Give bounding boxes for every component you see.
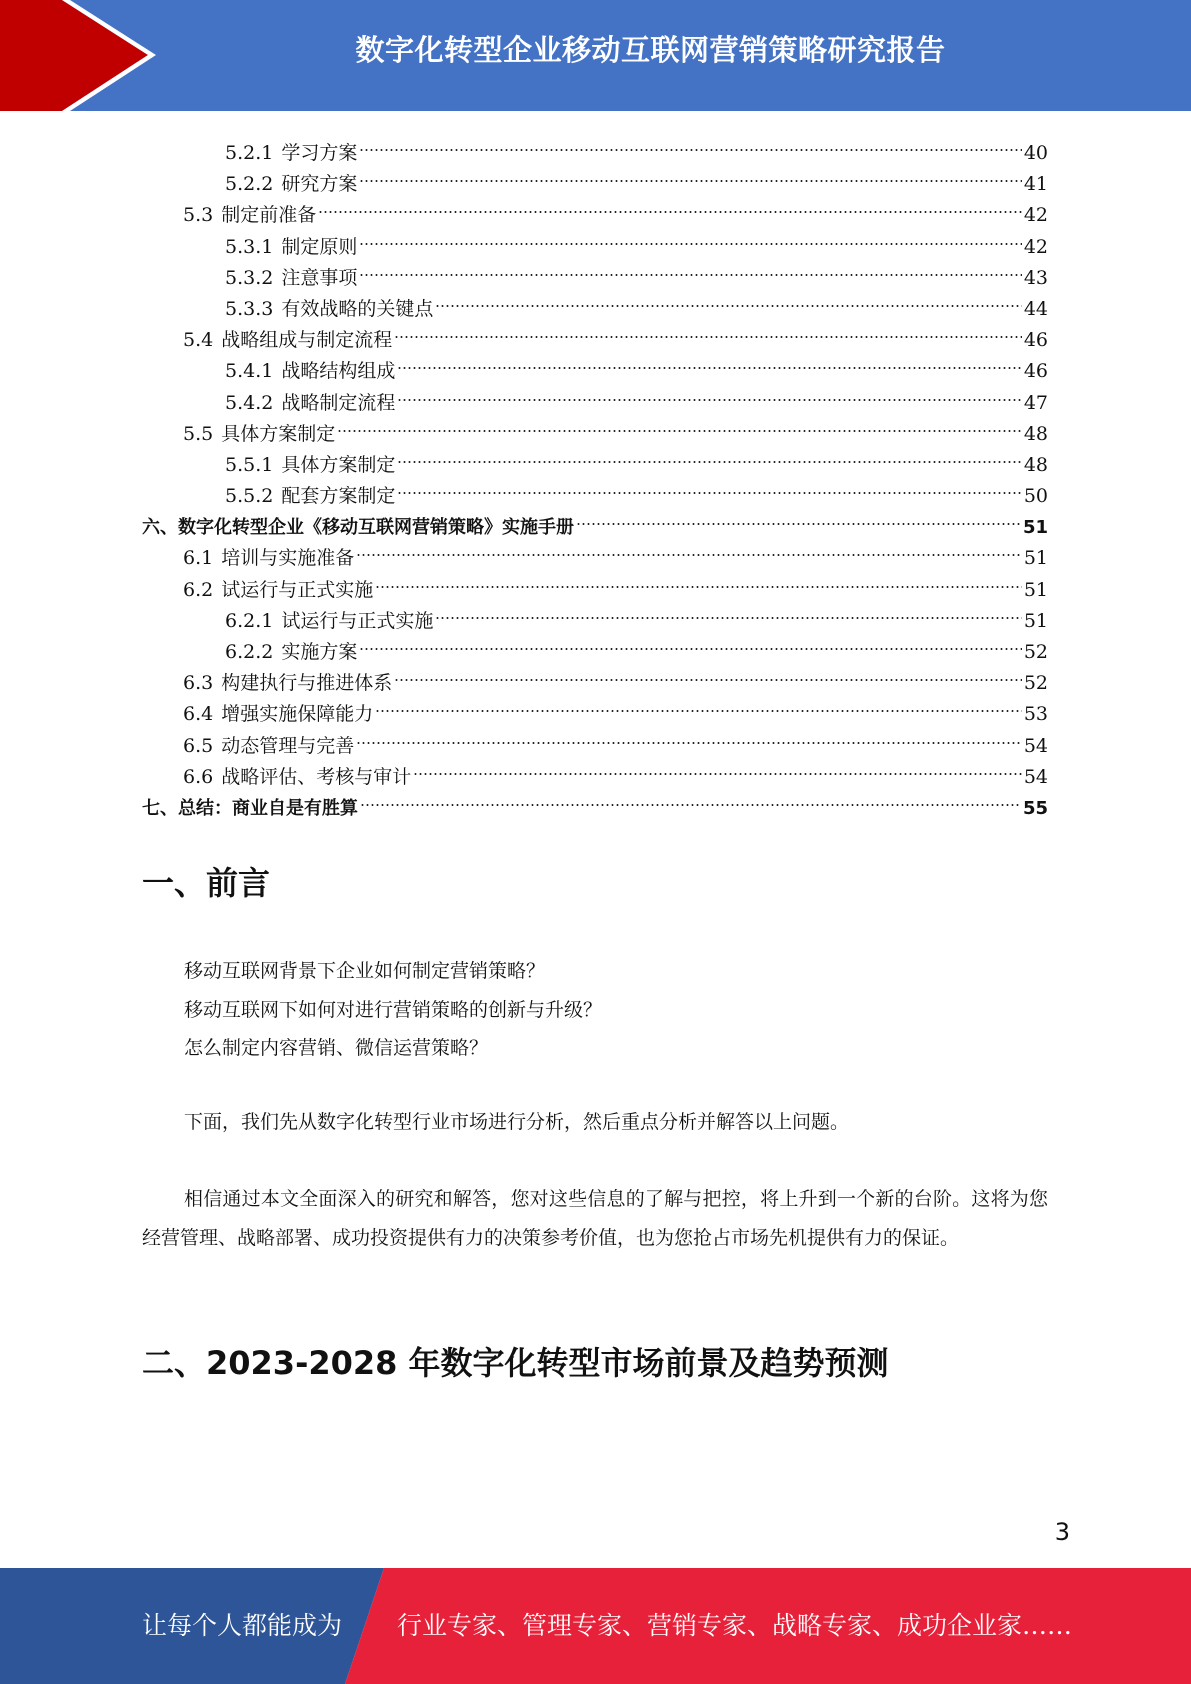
toc-entry-title: [183, 200, 316, 231]
toc-dot-leader: [435, 284, 1021, 315]
toc-entry-label: 配套方案制定: [281, 485, 396, 508]
toc-entry-label: 具体方案制定: [281, 453, 396, 476]
toc-entry-page: 53: [1023, 703, 1048, 726]
toc-entry-page: 43: [1023, 266, 1048, 289]
toc-dot-leader: [397, 346, 1021, 377]
toc-entry-label: 战略结构组成: [281, 360, 396, 383]
toc-entry-title: [183, 731, 354, 762]
toc-entry-label: 战略评估、考核与审计: [221, 765, 412, 788]
toc-entry-number: 5.4: [183, 329, 214, 352]
toc-entry-title: [225, 450, 395, 481]
toc-entry-number: 5.3.1: [225, 235, 274, 258]
toc-entry-label: 六、数字化转型企业《移动互联网营销策略》实施手册: [142, 517, 574, 539]
toc-entry-label: 构建执行与推进体系: [221, 672, 393, 695]
toc-dot-leader: [359, 222, 1021, 253]
toc-entry-title: [183, 699, 373, 730]
toc-entry-number: 5.3: [183, 204, 214, 227]
toc-entry-title: [183, 668, 392, 699]
toc-entry-title: [225, 356, 395, 387]
toc-entry-page: 46: [1023, 360, 1048, 383]
toc-dot-leader: [375, 689, 1022, 720]
toc-entry-label: 制定原则: [281, 235, 358, 258]
toc-entry-number: 6.2.2: [225, 641, 274, 663]
toc-entry-label: 战略制定流程: [281, 391, 396, 414]
toc-entry-label: 试运行与正式实施: [281, 609, 434, 632]
toc-entry-page: 44: [1023, 297, 1048, 320]
toc-entry-title: [225, 138, 357, 169]
toc-entry-number: 5.4.1: [225, 360, 274, 383]
toc-dot-leader: [397, 471, 1021, 502]
toc-entry-title: [225, 263, 357, 294]
page-header: [0, 0, 1191, 111]
toc-dot-leader: [394, 658, 1022, 689]
toc-entry-label: 增强实施保障能力: [221, 703, 374, 726]
toc-dot-leader: [576, 502, 1021, 533]
toc-entry-page: 51: [1022, 517, 1048, 539]
toc-dot-leader: [318, 190, 1022, 221]
toc-entry-number: 5.2.2: [225, 173, 274, 196]
toc-entry-number: 5.4.2: [225, 391, 274, 414]
table-of-contents: [142, 128, 1048, 819]
toc-dot-leader: [435, 596, 1021, 627]
toc-entry-number: 5.3.3: [225, 297, 274, 320]
toc-dot-leader: [356, 721, 1022, 752]
section-heading-forecast: 二、2023-2028 年数字化转型市场前景及趋势预测: [142, 1344, 889, 1382]
toc-entry-label: 七、总结：商业自是有胜算: [142, 797, 358, 819]
toc-entry-page: 48: [1023, 422, 1048, 445]
toc-entry-label: 战略组成与制定流程: [221, 329, 393, 352]
toc-entry-title: [225, 637, 357, 668]
toc-entry-number: 5.5.2: [225, 485, 274, 508]
footer-slogan-right: 行业专家、管理专家、营销专家、战略专家、成功企业家……: [397, 1611, 1073, 1640]
toc-entry-number: 6.2.1: [225, 609, 274, 632]
toc-dot-leader: [397, 440, 1021, 471]
toc-dot-leader: [359, 627, 1021, 658]
intro-paragraph: 下面，我们先从数字化转型行业市场进行分析，然后重点分析并解答以上问题。: [184, 1111, 850, 1133]
toc-entry-label: 实施方案: [281, 641, 358, 663]
question-3: 怎么制定内容营销、微信运营策略？: [184, 1037, 489, 1059]
toc-entry-page: 47: [1023, 391, 1048, 414]
toc-entry-label: 培训与实施准备: [221, 547, 355, 570]
toc-dot-leader: [337, 409, 1022, 440]
question-2: 移动互联网下如何对进行营销策略的创新与升级？: [184, 999, 603, 1021]
toc-entry-page: 51: [1023, 578, 1048, 601]
toc-entry-label: 注意事项: [281, 266, 358, 289]
header-title: 数字化转型企业移动互联网营销策略研究报告: [355, 33, 946, 67]
toc-dot-leader: [359, 159, 1021, 190]
toc-entry-title: [183, 325, 392, 356]
toc-entry-number: 6.2: [183, 578, 214, 601]
toc-entry-number: 6.3: [183, 672, 214, 695]
toc-entry-page: 52: [1023, 641, 1048, 663]
toc-entry-label: 试运行与正式实施: [221, 578, 374, 601]
toc-entry-number: 6.5: [183, 734, 214, 757]
toc-entry-page: 51: [1023, 547, 1048, 570]
toc-entry-label: 研究方案: [281, 173, 358, 196]
toc-entry-page: 46: [1023, 329, 1048, 352]
toc-entry-label: 制定前准备: [221, 204, 317, 227]
question-1: 移动互联网背景下企业如何制定营销策略？: [184, 960, 546, 982]
toc-dot-leader: [394, 315, 1022, 346]
toc-entry-label: 有效战略的关键点: [281, 297, 434, 320]
toc-entry-title: [225, 232, 357, 263]
toc-entry-number: 5.3.2: [225, 266, 274, 289]
toc-entry[interactable]: [142, 128, 1048, 164]
toc-entry-page: 42: [1023, 235, 1048, 258]
section-heading-preface: 一、前言: [142, 864, 271, 902]
toc-entry-number: 6.4: [183, 703, 214, 726]
toc-entry-title: [183, 543, 354, 574]
toc-dot-leader: [397, 378, 1021, 409]
toc-entry-page: 54: [1023, 734, 1048, 757]
toc-entry-number: 5.5.1: [225, 453, 274, 476]
toc-entry-number: 5.2.1: [225, 142, 274, 164]
summary-paragraph: 相信通过本文全面深入的研究和解答，您对这些信息的了解与把控，将上升到一个新的台阶。这将为您经营管理、战略部署、成功投资提供有力的决策参考价值，也为您抢占市场先机提供有力的保证。: [142, 1188, 1048, 1249]
toc-dot-leader: [359, 128, 1021, 159]
toc-entry-page: 51: [1023, 609, 1048, 632]
toc-entry-page: 42: [1023, 204, 1048, 227]
toc-entry-page: 52: [1023, 672, 1048, 695]
toc-entry-label: 动态管理与完善: [221, 734, 355, 757]
toc-entry-page: 41: [1023, 173, 1048, 196]
footer-slogan-left: 让每个人都能成为: [142, 1611, 343, 1640]
toc-entry-title: [142, 793, 358, 824]
toc-dot-leader: [356, 533, 1022, 564]
toc-entry-number: 5.5: [183, 422, 214, 445]
toc-entry-page: 48: [1023, 453, 1048, 476]
toc-dot-leader: [360, 783, 1021, 814]
toc-entry-page: 40: [1023, 142, 1048, 164]
page-footer: [0, 1568, 1191, 1684]
toc-entry-title: [183, 575, 373, 606]
toc-entry-label: 具体方案制定: [221, 422, 336, 445]
toc-entry-page: 50: [1023, 485, 1048, 508]
page-number: 3: [1054, 1518, 1070, 1546]
toc-dot-leader: [375, 565, 1022, 596]
toc-entry-title: [225, 481, 395, 512]
toc-entry-page: 55: [1022, 797, 1048, 819]
toc-entry-label: 学习方案: [281, 142, 358, 164]
toc-entry-number: 6.1: [183, 547, 214, 570]
toc-entry-title: [183, 419, 335, 450]
toc-entry-number: 6.6: [183, 765, 214, 788]
toc-dot-leader: [359, 253, 1021, 284]
toc-dot-leader: [413, 752, 1022, 783]
toc-entry-page: 54: [1023, 765, 1048, 788]
